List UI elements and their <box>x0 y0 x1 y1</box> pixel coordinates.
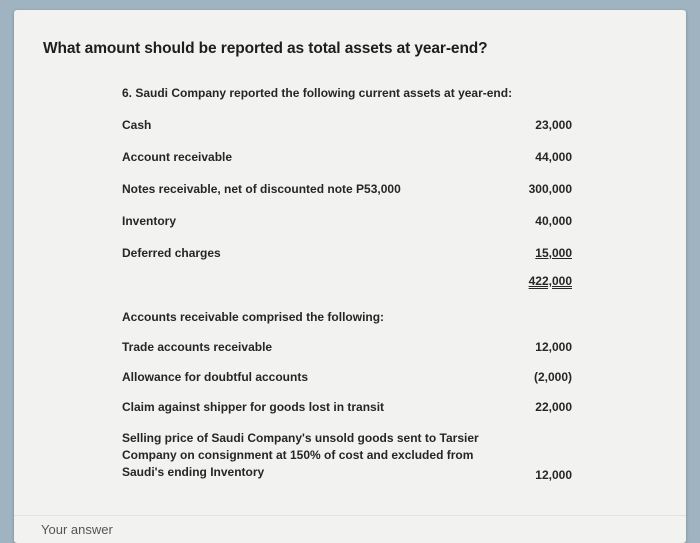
asset-label: Deferred charges <box>122 246 221 260</box>
receivable-label: Claim against shipper for goods lost in transit <box>122 400 385 414</box>
asset-label: Notes receivable, net of discounted note P53,000 <box>122 182 401 196</box>
asset-amount: 44,000 <box>535 150 572 164</box>
receivable-label: Trade accounts receivable <box>122 340 273 354</box>
divider <box>14 515 686 516</box>
receivable-amount: 22,000 <box>535 400 572 414</box>
asset-row <box>122 150 572 170</box>
asset-label: Account receivable <box>122 150 233 164</box>
receivable-label: Selling price of Saudi Company's unsold goods sent to Tarsier Company on consignment at 150% of cost and excluded from Saudi's ending Inventory <box>122 431 479 479</box>
question-card <box>14 10 686 543</box>
asset-amount: 23,000 <box>535 118 572 132</box>
receivable-amount: 12,000 <box>535 468 572 482</box>
answer-label: Your answer <box>41 522 113 537</box>
total-amount: 422,000 <box>528 274 572 288</box>
receivable-row <box>122 400 572 420</box>
receivable-row <box>122 430 572 486</box>
asset-row <box>122 214 572 234</box>
asset-row <box>122 118 572 138</box>
asset-amount: 15,000 <box>535 246 572 260</box>
receivable-row <box>122 340 572 360</box>
asset-amount: 40,000 <box>535 214 572 228</box>
asset-row <box>122 246 572 266</box>
receivable-row <box>122 370 572 390</box>
receivables-heading: Accounts receivable comprised the following: <box>122 310 385 324</box>
asset-row <box>122 182 572 202</box>
receivable-amount: (2,000) <box>533 370 572 384</box>
problem-heading: 6. Saudi Company reported the following current assets at year-end: <box>122 86 513 100</box>
receivable-amount: 12,000 <box>535 340 572 354</box>
receivable-label: Allowance for doubtful accounts <box>122 370 309 384</box>
question-title: What amount should be reported as total assets at year-end? <box>43 40 488 57</box>
asset-label: Cash <box>122 118 152 132</box>
asset-label: Inventory <box>122 214 177 228</box>
asset-amount: 300,000 <box>528 182 572 196</box>
total-row <box>122 274 572 294</box>
